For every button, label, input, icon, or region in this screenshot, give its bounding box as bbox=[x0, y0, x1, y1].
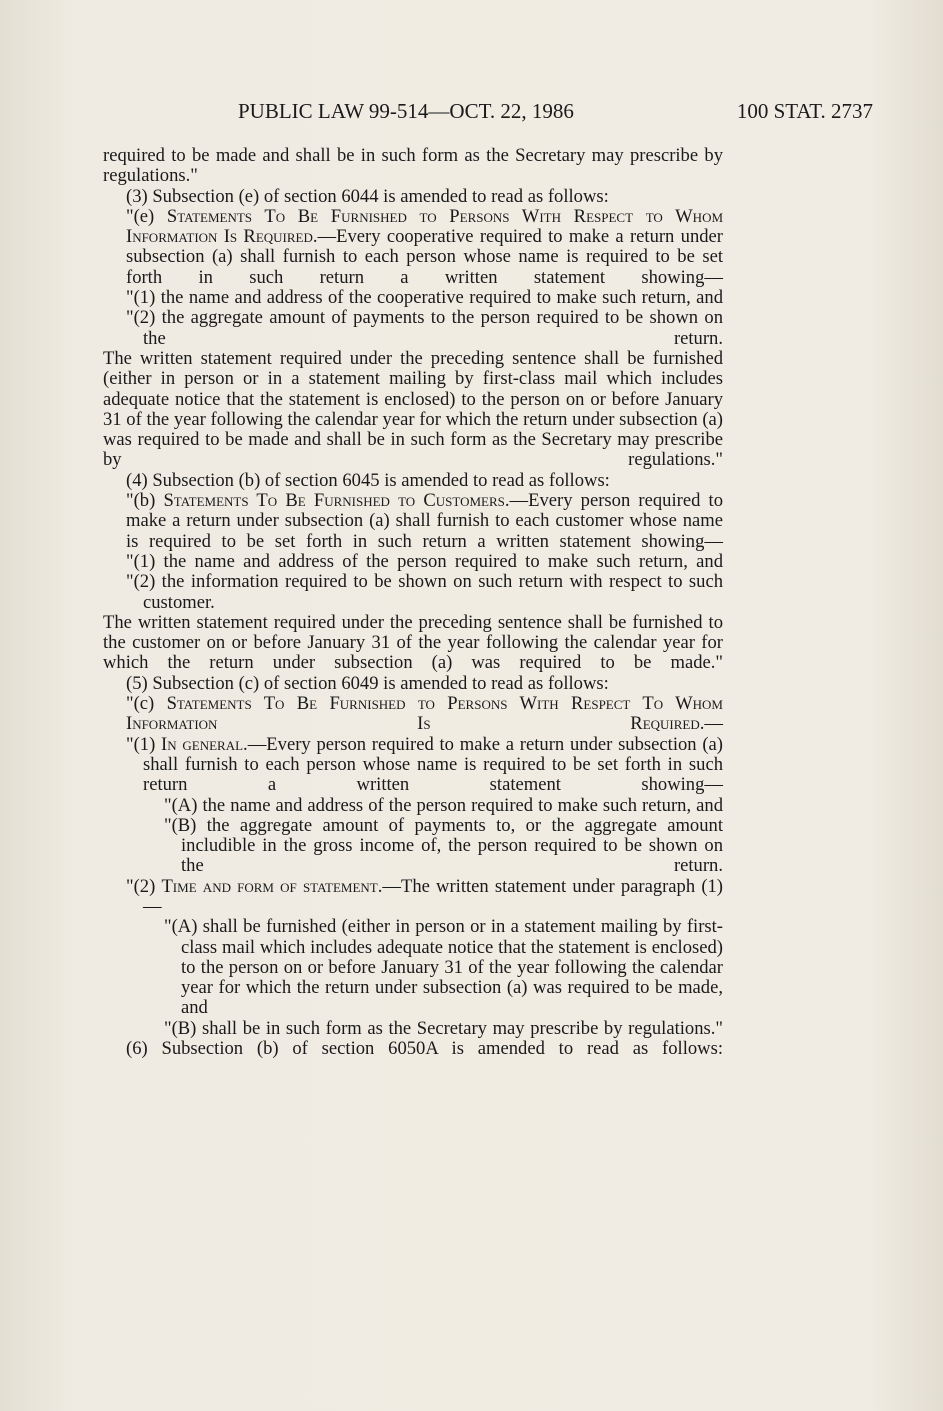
document-body bbox=[103, 146, 723, 1059]
paragraph-heading: Time and form of statement. bbox=[161, 875, 383, 897]
paragraph: "(A) shall be furnished (either in person or in a statement mailing by first-class mail which includes adequate notice that the statement is enclosed) to the person on or before January 31 of the year following the calendar year for which the return under subsection (a) was required to be made, and bbox=[164, 916, 723, 1019]
paragraph: The written statement required under the preceding sentence shall be furnished (either in person or in a statement mailing by first-class mail which includes adequate notice that the statement is enclosed) to the person on or before January 31 of the year following the calendar year for which the return under subsection (a) was required to be made and shall be in such form as the Secretary may prescribe by regulations." bbox=[103, 347, 723, 471]
paragraph: "(A) the name and address of the person required to make such return, and bbox=[164, 794, 723, 816]
paragraph: The written statement required under the preceding sentence shall be furnished to the customer on or before January 31 of the year following the calendar year for which the return under subsection (a) was required to be made." bbox=[103, 611, 723, 674]
paragraph: (4) Subsection (b) of section 6045 is amended to read as follows: bbox=[126, 469, 610, 491]
paragraph: "(2) the aggregate amount of payments to the person required to be shown on the return. bbox=[126, 307, 723, 349]
paragraph bbox=[103, 207, 723, 288]
paragraph-lead: "(1) bbox=[126, 733, 162, 755]
paragraph: "(1) the name and address of the cooperative required to make such return, and bbox=[126, 287, 723, 309]
paragraph-heading: Statements To Be Furnished to Persons With Respect To Whom Information Is Required. bbox=[126, 693, 723, 735]
paragraph-text: —Every person required to make a return under subsection (a) shall furnish to each person whose name is required to be set forth in such return a written statement showing— bbox=[143, 733, 723, 796]
running-header bbox=[103, 96, 873, 126]
paragraph: (3) Subsection (e) of section 6044 is amended to read as follows: bbox=[126, 185, 609, 207]
paragraph: "(B) shall be in such form as the Secretary may prescribe by regulations." bbox=[164, 1017, 723, 1039]
paragraph bbox=[103, 735, 723, 796]
paragraph-text: —The written statement under paragraph (1)— bbox=[143, 875, 724, 917]
paragraph: (6) Subsection (b) of section 6050A is amended to read as follows: bbox=[126, 1038, 723, 1060]
paragraph-heading: Statements To Be Furnished to Persons With Respect to Whom Information Is Required. bbox=[126, 205, 724, 248]
header-title: PUBLIC LAW 99-514—OCT. 22, 1986 bbox=[238, 99, 574, 123]
paragraph: "(B) the aggregate amount of payments to, or the aggregate amount includible in the gross income of, the person required to be shown on the return. bbox=[164, 814, 723, 877]
paragraph-text: —Every person required to make a return under subsection (a) shall furnish to each customer whose name is required to be set forth in such return a written statement showing— bbox=[126, 490, 723, 552]
paragraph-text: — bbox=[704, 713, 723, 735]
paragraph: "(1) the name and address of the person required to make such return, and bbox=[126, 550, 723, 572]
header-stat-page: 100 STAT. 2737 bbox=[736, 99, 873, 123]
paragraph: required to be made and shall be in such form as the Secretary may prescribe by regulations." bbox=[103, 145, 723, 187]
paragraph-lead: "(b) bbox=[126, 490, 164, 512]
paragraph bbox=[103, 491, 723, 552]
paragraph-heading: Statements To Be Furnished to Customers. bbox=[163, 490, 510, 512]
paragraph-text: —Every cooperative required to make a return under subsection (a) shall furnish to each person whose name is required to be set forth in such return a written statement showing— bbox=[126, 226, 723, 288]
paragraph-lead: "(2) bbox=[126, 875, 162, 897]
paragraph: "(2) the information required to be shown on such return with respect to such customer. bbox=[126, 571, 723, 613]
paragraph-lead: "(c) bbox=[126, 693, 167, 715]
paragraph bbox=[103, 694, 723, 735]
paragraph-heading: In general. bbox=[161, 733, 248, 755]
paragraph-lead: "(e) bbox=[126, 205, 167, 227]
paragraph: (5) Subsection (c) of section 6049 is amended to read as follows: bbox=[126, 672, 609, 694]
paragraph bbox=[103, 877, 723, 918]
